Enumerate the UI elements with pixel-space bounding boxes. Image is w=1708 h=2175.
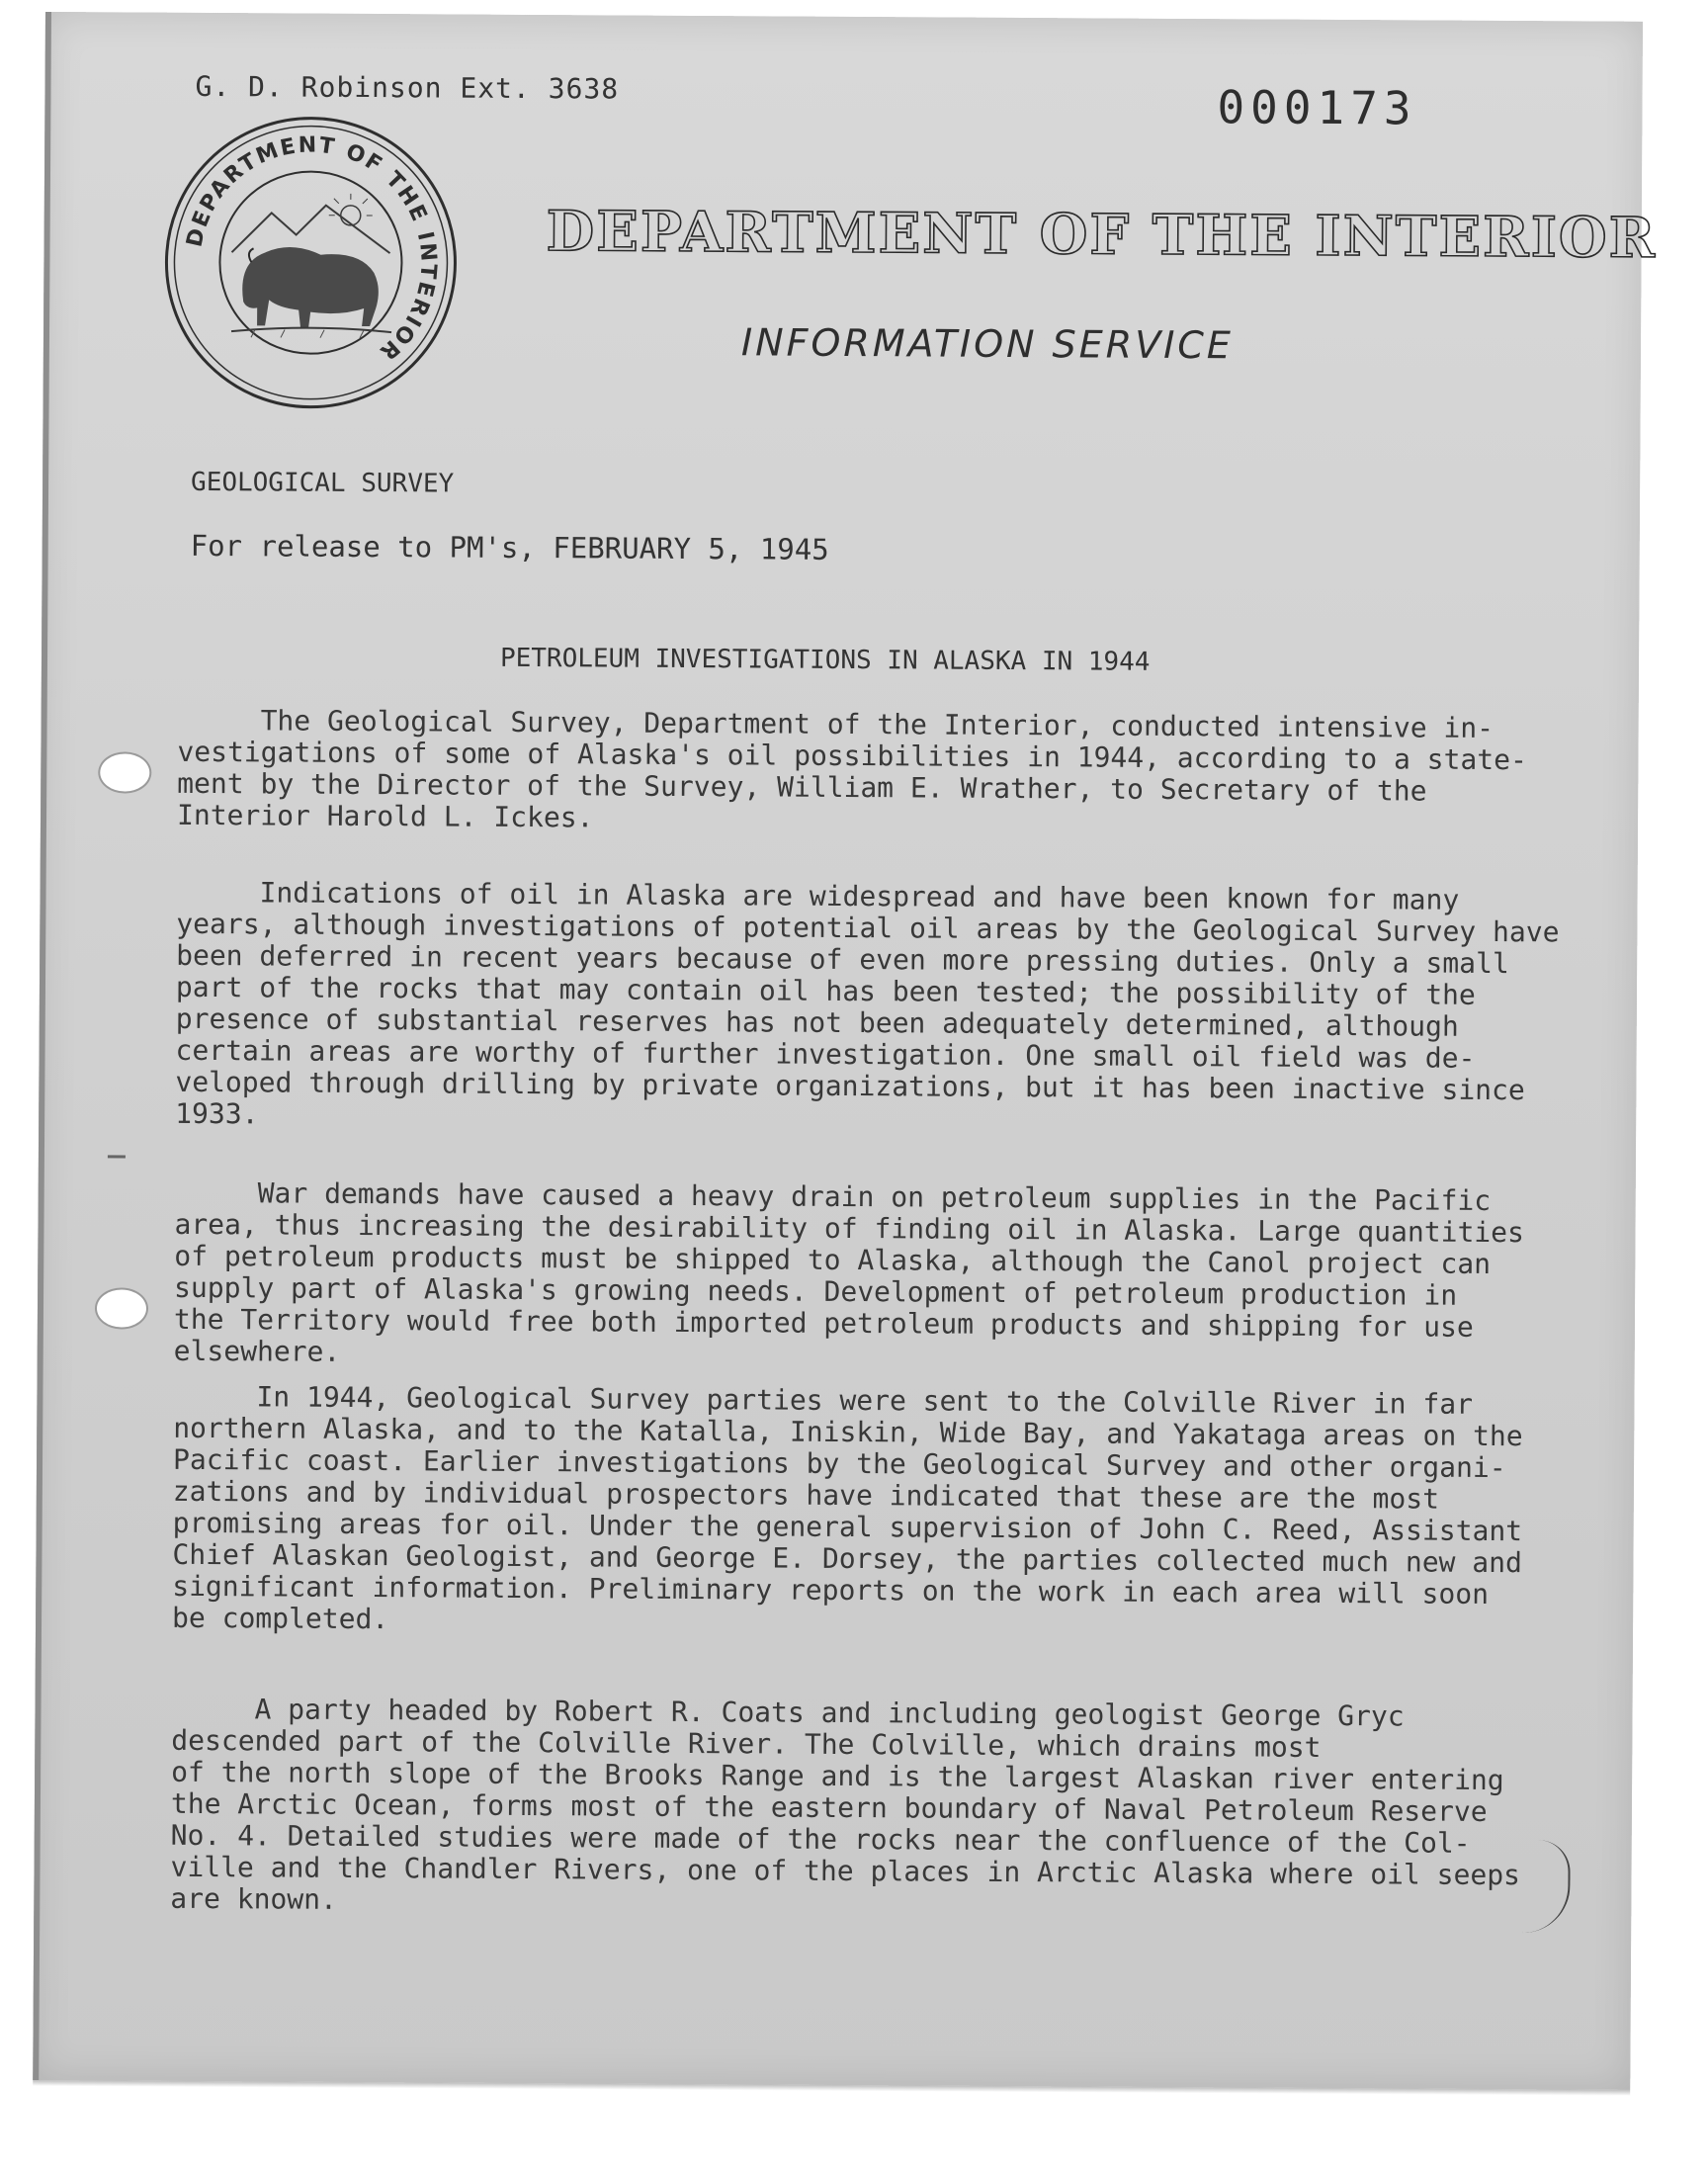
- service-title: INFORMATION SERVICE: [740, 320, 1235, 368]
- serial-number: 000173: [1217, 80, 1417, 135]
- seal-text: DEPARTMENT OF THE INTERIOR: [182, 132, 441, 366]
- page-edge: [33, 12, 51, 2080]
- department-title: DEPARTMENT OF THE INTERIOR: [546, 199, 1658, 271]
- paragraph: [170, 1694, 1604, 1924]
- article-headline: PETROLEUM INVESTIGATIONS IN ALASKA IN 1944: [499, 643, 1151, 677]
- stray-mark: [108, 1155, 126, 1158]
- department-seal-icon: [162, 114, 461, 412]
- paragraph-text: A party headed by Robert R. Coats and including geologist George Gryc descended part of the Colville River. The Colville, which drains most of the north slope of the Brooks Range and is the largest Alaskan river entering the Arctic Ocean, forms most of the eastern boundary of Naval Petroleum Reserve No. 4. Detailed studies were made of the rocks near the confluence of the Col- ville and the Chandler Rivers, one of the places in Arctic Alaska where oil seeps are known.: [170, 1693, 1521, 1916]
- paragraph-text: In 1944, Geological Survey parties were sent to the Colville River in far northern Alaska, and to the Katalla, Iniskin, Wide Bay, and Yakataga areas on the Pacific coast. Earlier investigations by the Geological Survey and other organi- zations and by individual prospectors have indicated that these are the most promising areas for oil. Under the general supervision of John C. Reed, Assistant Chief Alaskan Geologist, and George E. Dorsey, the parties collected much new and significant information. Preliminary reports on the work in each area will soon be completed.: [171, 1380, 1523, 1636]
- paragraph: [175, 877, 1610, 1139]
- page-shadow: [33, 2080, 1630, 2096]
- paragraph: [172, 1381, 1607, 1643]
- paragraph-text: Indications of oil in Alaska are widespread and have been known for many years, although investigations of potential oil areas by the Geological Survey have been deferred in recent years because of even more pressing duties. Only a small part of the rocks that may contain oil has been tested; the possibility of the presence of substantial reserves has not been adequately determined, although certain areas are worthy of further investigation. One small oil field was de- veloped through drilling by private organizations, but it has been inactive since 1933.: [175, 876, 1560, 1131]
- agency-name: GEOLOGICAL SURVEY: [191, 467, 455, 499]
- release-line: For release to PM's, FEBRUARY 5, 1945: [190, 528, 829, 566]
- paragraph: [174, 1177, 1608, 1376]
- document-page: [33, 12, 1658, 2090]
- punch-hole: [98, 751, 151, 793]
- paragraph: [177, 705, 1611, 840]
- contact-line: G. D. Robinson Ext. 3638: [195, 69, 620, 106]
- punch-hole: [95, 1287, 148, 1329]
- paragraph-text: War demands have caused a heavy drain on petroleum supplies in the Pacific area, thus increasing the desirability of finding oil in Alaska. Large quantities of petroleum products must be shipped to Alaska, although the Canol project can supply part of Alaska's growing needs. Development of petroleum production in the Territory would free both imported petroleum products and shipping for use elsewhere.: [173, 1176, 1525, 1368]
- paragraph-text: The Geological Survey, Department of the Interior, conducted intensive in- vestigations of some of Alaska's oil possibilities in 1944, according to a state- ment by the Director of the Survey, William E. Wrather, to Secretary of the Interior Harold L. Ickes.: [176, 704, 1527, 834]
